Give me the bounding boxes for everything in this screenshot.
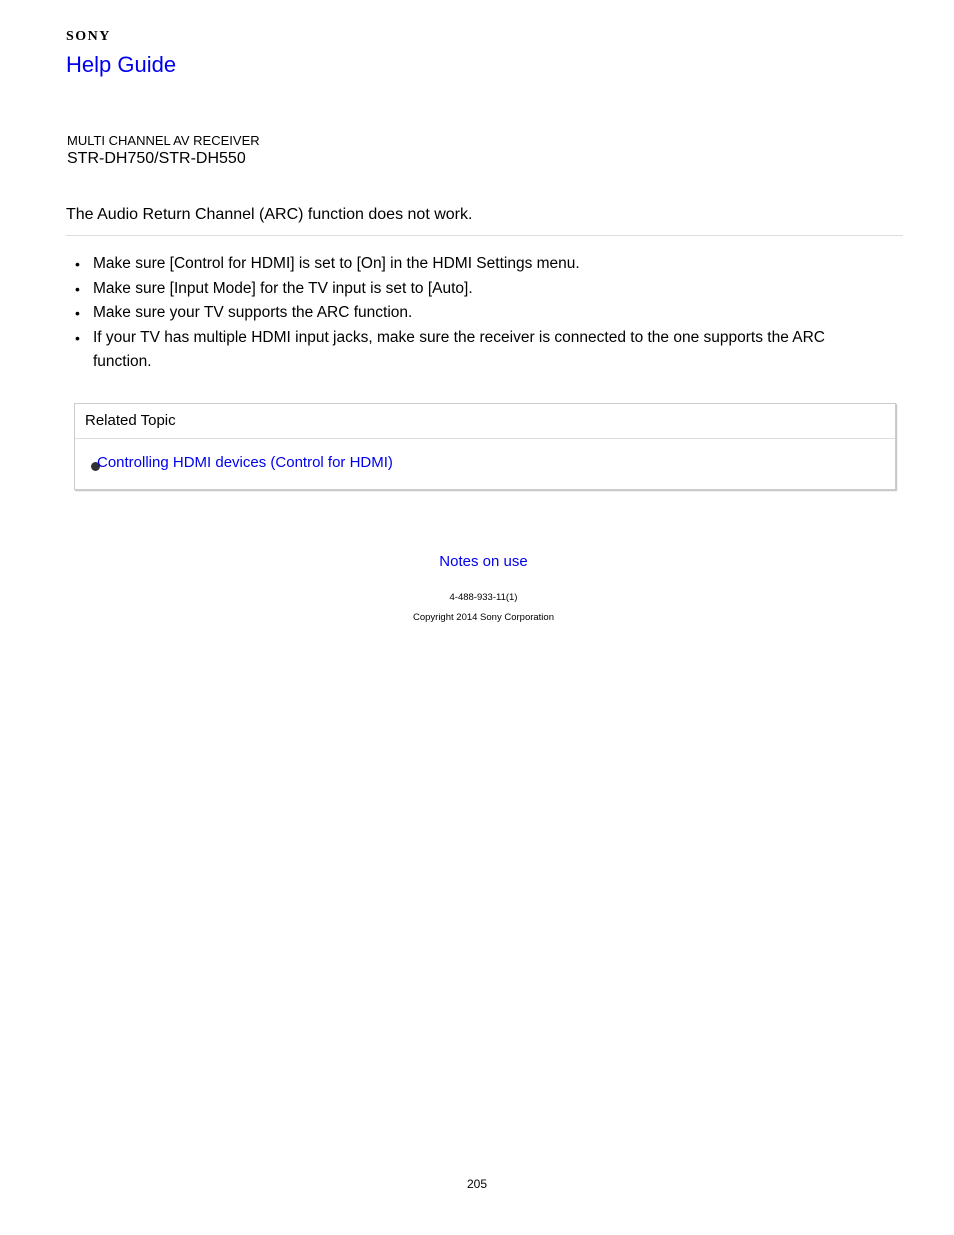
- related-topic-box: [74, 403, 896, 490]
- related-topic-item: [75, 439, 895, 489]
- title-divider: [66, 235, 903, 236]
- list-item-text: Make sure your TV supports the ARC function.: [93, 304, 413, 322]
- copyright-notice: Copyright 2014 Sony Corporation: [412, 612, 554, 623]
- related-topic-heading: Related Topic: [75, 404, 895, 439]
- list-item: [66, 252, 882, 277]
- page-number: 205: [466, 1177, 488, 1191]
- footer-notes: [0, 552, 954, 572]
- bullet-icon: •: [75, 256, 80, 272]
- bullet-icon: •: [75, 329, 80, 346]
- list-item: [66, 277, 882, 302]
- document-number: 4-488-933-11(1): [449, 592, 518, 603]
- list-item-text: If your TV has multiple HDMI input jacks, make sure the receiver is connected to the one supports the ARC function.: [93, 328, 826, 371]
- list-item-text: Make sure [Control for HDMI] is set to [On] in the HDMI Settings menu.: [93, 255, 580, 272]
- bullet-icon: •: [75, 305, 80, 322]
- sony-logo: SONY: [66, 29, 111, 44]
- list-item: [66, 326, 882, 375]
- bullet-icon: •: [75, 280, 80, 297]
- notes-on-use-link[interactable]: Notes on use: [439, 553, 528, 570]
- list-item: [66, 301, 882, 326]
- model-name: STR-DH750/STR-DH550: [67, 150, 246, 167]
- troubleshooting-list: [66, 252, 882, 375]
- topic-title: The Audio Return Channel (ARC) function does not work.: [66, 206, 473, 223]
- list-item-text: Make sure [Input Mode] for the TV input is set to [Auto].: [93, 279, 473, 297]
- help-guide-link[interactable]: Help Guide: [66, 52, 177, 77]
- product-category: MULTI CHANNEL AV RECEIVER: [67, 133, 260, 148]
- related-link-control-for-hdmi[interactable]: Controlling HDMI devices (Control for HDMI): [97, 454, 393, 471]
